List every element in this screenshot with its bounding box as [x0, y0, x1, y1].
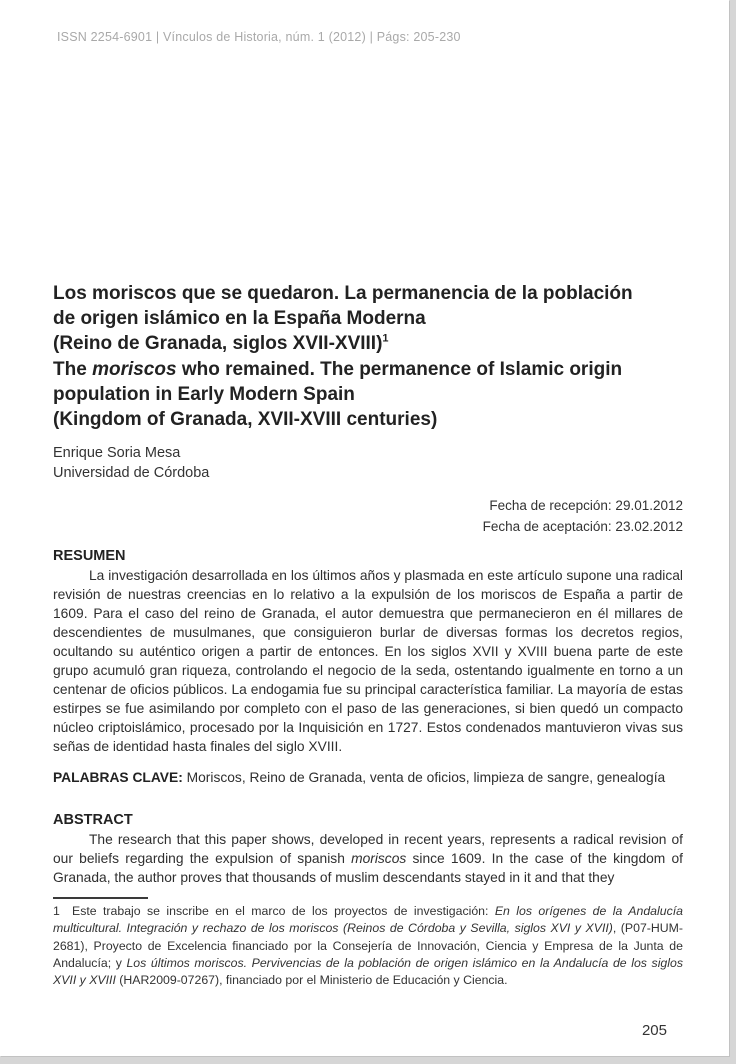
page-number: 205 [641, 1022, 667, 1039]
footnote [53, 903, 683, 989]
title-english-post: who remained. The permanence of Islamic origin [176, 358, 623, 380]
reception-date: Fecha de recepción: 29.01.2012 [489, 498, 683, 514]
title-spanish-line-3 [53, 331, 683, 356]
journal-issn-header: ISSN 2254-6901 | Vínculos de Historia, núm. 1 (2012) | Págs: 205-230 [57, 30, 461, 44]
abstract-text-post: since 1609. In the case of the kingdom of Granada, the author proves that thousands of muslim descendants stayed in it and that they [53, 851, 684, 886]
title-english-pre: The [53, 358, 93, 380]
title-spanish-line-3-text: (Reino de Granada, siglos XVII-XVIII) [53, 333, 383, 355]
title-english-line-2: population in Early Modern Spain [53, 383, 355, 405]
footnote-project-title-1: En los orígenes de la Andalucía multicultural. Integración y rechazo de los moriscos (Reinos de Córdoba y Sevilla, siglos XVI y XVII) [53, 904, 683, 936]
resumen-paragraph: La investigación desarrollada en los últimos años y plasmada en este artículo supone una radical revisión de nuestras creencias en lo relativo a la expulsión de los moriscos de España a partir de 1609. Para el caso del reino de Granada, el autor demuestra que permanecieron en él millares de descendientes de musulmanes, que consiguieron burlar de diversas formas los decretos regios, ocultando su auténtico origen a partir de entonces. En los siglos XVII y XVIII buena parte de este grupo acumuló gran riqueza, controlando el negocio de la seda, ostentando igualmente en torno a un centenar de oficios públicos. La endogamia fue su principal característica familiar. La mayoría de estas estirpes se fue asimilando por completo con el paso de las generaciones, si bien quedó un compacto núcleo criptoislámico, procesado por la Inquisición en 1727. Estos condenados mantuvieron vivas sus señas de identidad hasta finales del siglo XVIII. [53, 568, 683, 755]
author-affiliation: Universidad de Córdoba [53, 465, 210, 482]
author-name: Enrique Soria Mesa [53, 445, 181, 462]
keywords-paragraph [53, 768, 683, 787]
manuscript-dates [53, 496, 683, 537]
keywords-text: Moriscos, Reino de Granada, venta de oficios, limpieza de sangre, genealogía [182, 770, 666, 786]
title-english-italic: moriscos [92, 358, 177, 380]
title-spanish-line-1: Los moriscos que se quedaron. La permanencia de la población [53, 283, 633, 304]
resumen-heading: RESUMEN [53, 548, 126, 565]
footnote-project-title-2: Los últimos moriscos. Pervivencias de la población de origen islámico en la Andalucía de los siglos XVII y XVIII [53, 955, 683, 988]
abstract-paragraph [53, 830, 683, 887]
abstract-heading: ABSTRACT [53, 812, 133, 829]
author-block [53, 443, 683, 483]
abstract-text-pre: The research that this paper shows, developed in recent years, represents a radical revision of our beliefs regarding the expulsion of spanish [53, 832, 683, 867]
footnote-seg-1: Este trabajo se inscribe en el marco de los proyectos de investigación: [72, 904, 495, 919]
footnote-number: 1 [53, 904, 60, 919]
article-title-block [53, 281, 683, 432]
footnote-reference-marker: 1 [382, 333, 389, 346]
title-english-line-1 [53, 357, 683, 382]
title-spanish-line-2: de origen islámico en la España Moderna [53, 308, 426, 330]
abstract-text-italic: moriscos [351, 851, 407, 867]
footnote-seg-3: (HAR2009-07267), financiado por el Ministerio de Educación y Ciencia. [115, 973, 508, 988]
title-english-line-3: (Kingdom of Granada, XVII-XVIII centuries) [53, 409, 438, 431]
keywords-label: PALABRAS CLAVE: [53, 770, 183, 786]
acceptance-date: Fecha de aceptación: 23.02.2012 [482, 518, 683, 534]
footnote-seg-2: , (P07-HUM-2681), Proyecto de Excelencia financiado por la Consejería de Innovación, Ciencia y Empresa de la Junta de Andalucía; y [53, 921, 683, 970]
footnote-divider [53, 897, 148, 899]
